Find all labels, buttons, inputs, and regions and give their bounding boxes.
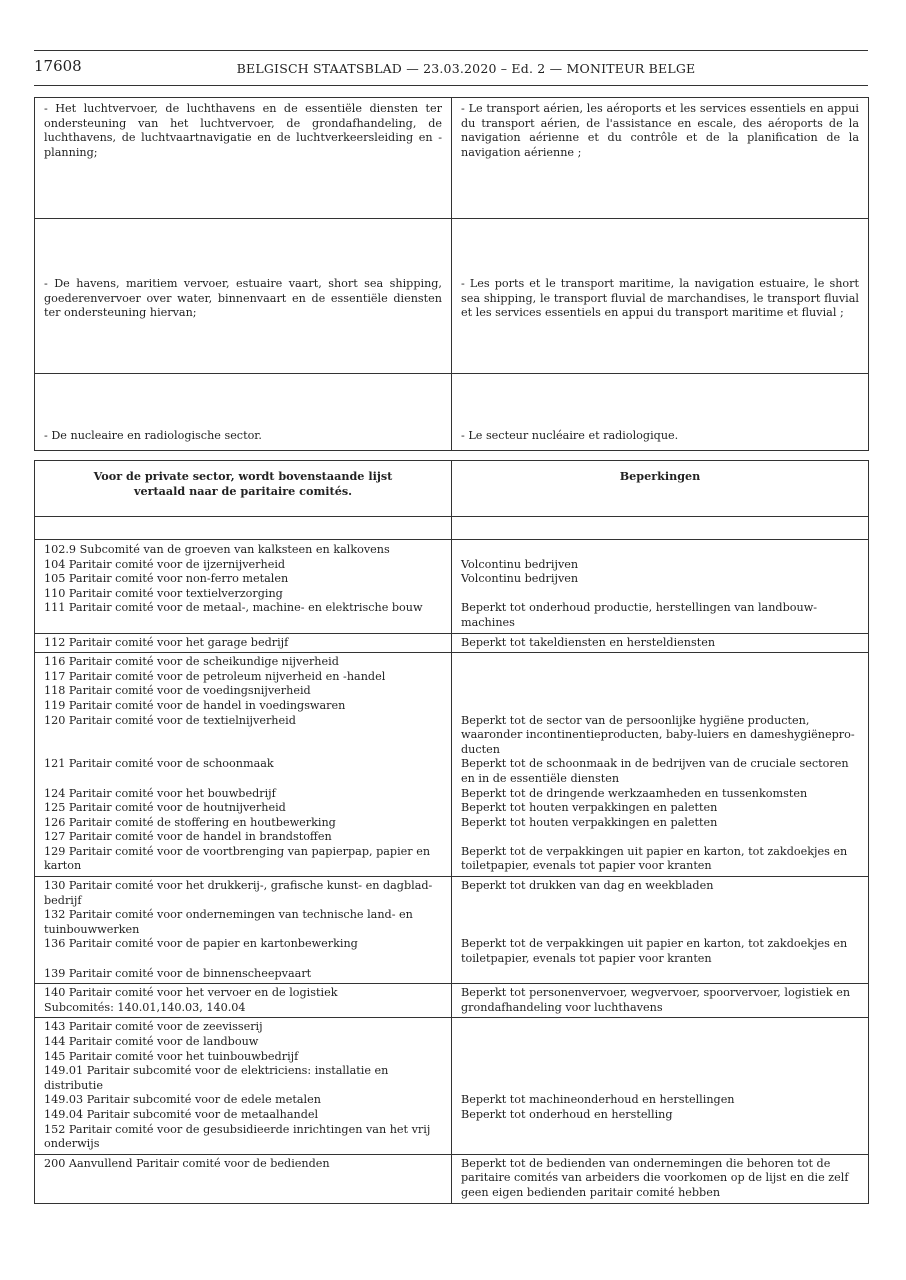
sectors-table xyxy=(34,97,869,451)
restriction-cell xyxy=(452,877,869,984)
restriction-cell-line: Volcontinu bedrijven xyxy=(461,557,579,571)
restriction-cell xyxy=(452,653,869,877)
committee-cell-line xyxy=(44,743,442,758)
sector-nl: - De nucleaire en radiologische sector. xyxy=(35,374,452,451)
committee-cell-line: 149.01 Paritair subcomité voor de elektriciens: installatie en xyxy=(44,1064,389,1078)
restriction-cell-line: Beperkt tot de schoonmaak in de bedrijven van de cruciale sectoren xyxy=(461,757,849,771)
committee-cell-line: 118 Paritair comité voor de voedingsnijverheid xyxy=(44,684,311,698)
restriction-cell-line xyxy=(461,1020,859,1035)
sector-fr: - Le transport aérien, les aéroports et les services essentiels en appui du transport aérien, de l'assistance en escale, des aéroports de la navigation aérienne et du contrôle et de la planification de la navigation aérienne ; xyxy=(452,98,869,219)
committee-cell xyxy=(35,653,452,877)
restriction-cell-line: grondafhandeling voor luchthavens xyxy=(461,1000,663,1014)
restriction-cell-line xyxy=(461,830,859,845)
committee-cell xyxy=(35,984,452,1018)
committee-cell-line: 130 Paritair comité voor het drukkerij-, grafische kunst- en dagblad- xyxy=(44,879,433,893)
restriction-cell-line xyxy=(461,1123,859,1138)
restriction-cell-line: Beperkt tot drukken van dag en weekbladen xyxy=(461,879,714,893)
restriction-cell-line: waaronder incontinentieproducten, baby-luiers en dameshygiënepro- xyxy=(461,728,855,742)
restriction-cell-line xyxy=(461,587,859,602)
committee-cell xyxy=(35,1018,452,1154)
committee-cell-line: karton xyxy=(44,859,82,873)
restriction-cell xyxy=(452,1018,869,1154)
committee-cell-line: 139 Paritair comité voor de binnenscheepvaart xyxy=(44,966,312,980)
committee-header-line: vertaald naar de paritaire comités. xyxy=(133,483,353,498)
committee-cell-line: 149.04 Paritair subcomité voor de metaalhandel xyxy=(44,1107,319,1121)
table-row xyxy=(35,1018,869,1154)
committee-cell-line: 144 Paritair comité voor de landbouw xyxy=(44,1035,259,1048)
restriction-cell-line xyxy=(461,684,859,699)
committee-cell-line: bedrijf xyxy=(44,893,82,907)
restriction-cell xyxy=(452,984,869,1018)
page-header xyxy=(34,50,868,86)
committee-cell-line: 105 Paritair comité voor non-ferro metalen xyxy=(44,572,289,586)
committee-cell-line: 120 Paritair comité voor de textielnijverheid xyxy=(44,713,296,727)
committee-cell-line: onderwijs xyxy=(44,1137,100,1151)
restriction-cell-line: paritaire comités van arbeiders die voorkomen op de lijst en die zelf xyxy=(461,1171,849,1185)
empty-row xyxy=(35,517,869,540)
restriction-cell-line: ducten xyxy=(461,742,500,756)
committee-cell xyxy=(35,633,452,653)
restriction-cell-line xyxy=(461,1137,859,1152)
committee-cell-line: 136 Paritair comité voor de papier en kartonbewerking xyxy=(44,937,358,951)
restriction-cell-line: en in de essentiële diensten xyxy=(461,771,620,785)
sector-row xyxy=(35,219,869,374)
committee-header xyxy=(35,461,452,517)
restriction-cell-line xyxy=(461,699,859,714)
committee-cell-line: 124 Paritair comité voor het bouwbedrijf xyxy=(44,786,276,800)
committee-cell-line: 129 Paritair comité voor de voortbrenging van papierpap, papier en xyxy=(44,844,431,858)
committees-table xyxy=(34,460,869,1204)
committee-cell xyxy=(35,877,452,984)
committee-header-line: Voor de private sector, wordt bovenstaande lijst xyxy=(93,469,393,483)
restriction-cell-line: Beperkt tot onderhoud productie, herstellingen van landbouw- xyxy=(461,601,818,615)
restriction-cell-line xyxy=(461,1050,859,1065)
committee-cell-line: tuinbouwwerken xyxy=(44,922,140,936)
table-row xyxy=(35,633,869,653)
restriction-cell-line: toiletpapier, evenals tot papier voor kranten xyxy=(461,952,712,966)
restrictions-header: Beperkingen xyxy=(452,461,869,517)
page-title: BELGISCH STAATSBLAD — 23.03.2020 – Ed. 2 — MONITEUR BELGE xyxy=(236,61,696,76)
restriction-cell-line xyxy=(461,923,859,938)
restriction-cell-line: toiletpapier, evenals tot papier voor kranten xyxy=(461,859,712,873)
restriction-cell-line xyxy=(461,670,859,685)
restriction-cell-line: Beperkt tot onderhoud en herstelling xyxy=(461,1107,673,1121)
committee-cell-line: 152 Paritair comité voor de gesubsidieerde inrichtingen van het vrij xyxy=(44,1122,431,1136)
committee-cell xyxy=(35,540,452,634)
restriction-cell xyxy=(452,633,869,653)
committee-cell-line xyxy=(44,616,442,631)
restriction-cell-line xyxy=(461,543,859,558)
sector-nl: - De havens, maritiem vervoer, estuaire vaart, short sea shipping, goederenvervoer over water, binnenvaart en de essentiële diensten ter ondersteuning hiervan; xyxy=(35,219,452,374)
committee-cell-line: 125 Paritair comité voor de houtnijverheid xyxy=(44,801,286,815)
restriction-cell-line: Beperkt tot houten verpakkingen en paletten xyxy=(461,815,718,829)
committee-cell-line: 143 Paritair comité voor de zeevisserij xyxy=(44,1020,263,1034)
committee-cell-line: 149.03 Paritair subcomité voor de edele metalen xyxy=(44,1093,321,1107)
sector-fr: - Les ports et le transport maritime, la navigation estuaire, le short sea shipping, le transport fluvial de marchandises, le transport fluvial et les services essentiels en appui du transport maritime et fluvial ; xyxy=(452,219,869,374)
restriction-cell-line: geen eigen bedienden paritair comité hebben xyxy=(461,1185,721,1199)
restriction-cell-line: Beperkt tot de verpakkingen uit papier en karton, tot zakdoekjes en xyxy=(461,937,848,951)
sector-row xyxy=(35,374,869,451)
committee-cell-line xyxy=(44,952,442,967)
committee-cell-line xyxy=(44,772,442,787)
restriction-cell-line xyxy=(461,967,859,982)
committee-cell-line: 200 Aanvullend Paritair comité voor de bedienden xyxy=(44,1156,330,1170)
committee-cell-line: 121 Paritair comité voor de schoonmaak xyxy=(44,757,274,771)
committee-cell xyxy=(35,1154,452,1203)
restriction-cell-line: Beperkt tot de bedienden van ondernemingen die behoren tot de xyxy=(461,1156,831,1170)
restriction-cell-line xyxy=(461,655,859,670)
restriction-cell-line: Beperkt tot de sector van de persoonlijke hygiëne producten, xyxy=(461,713,810,727)
restriction-cell-line xyxy=(461,1035,859,1050)
committee-cell-line: 104 Paritair comité voor de ijzernijverheid xyxy=(44,557,286,571)
restriction-cell-line: Volcontinu bedrijven xyxy=(461,572,579,586)
sector-fr: - Le secteur nucléaire et radiologique. xyxy=(452,374,869,451)
committee-cell-line: 116 Paritair comité voor de scheikundige nijverheid xyxy=(44,655,339,669)
restriction-cell-line xyxy=(461,894,859,909)
committee-cell-line: 102.9 Subcomité van de groeven van kalksteen en kalkovens xyxy=(44,543,390,556)
restriction-cell xyxy=(452,540,869,634)
committee-cell-line: 110 Paritair comité voor textielverzorging xyxy=(44,586,283,600)
restriction-cell-line xyxy=(461,1064,859,1079)
committee-cell-line: 140 Paritair comité voor het vervoer en de logistiek xyxy=(44,986,338,1000)
sector-nl: - Het luchtvervoer, de luchthavens en de essentiële diensten ter ondersteuning van het luchtvervoer, de grondafhandeling, de luchthavens, de luchtvaartnavigatie en de luchtverkeersleiding en -planning; xyxy=(35,98,452,219)
table-row xyxy=(35,1154,869,1203)
committee-groups xyxy=(35,540,869,1204)
restriction-cell-line: Beperkt tot takeldiensten en hersteldiensten xyxy=(461,635,716,649)
committee-cell-line: distributie xyxy=(44,1078,103,1092)
table-row xyxy=(35,653,869,877)
restriction-cell-line: Beperkt tot de verpakkingen uit papier en karton, tot zakdoekjes en xyxy=(461,844,848,858)
committee-cell-line xyxy=(44,728,442,743)
restriction-cell-line xyxy=(461,908,859,923)
table-row xyxy=(35,984,869,1018)
restriction-cell-line: machines xyxy=(461,615,515,629)
restriction-cell-line xyxy=(461,1079,859,1094)
restriction-cell-line: Beperkt tot personenvervoer, wegvervoer, spoorvervoer, logistiek en xyxy=(461,986,851,1000)
table-row xyxy=(35,540,869,634)
restriction-cell xyxy=(452,1154,869,1203)
committee-cell-line: Subcomités: 140.01,140.03, 140.04 xyxy=(44,1000,246,1014)
committee-cell-line: 117 Paritair comité voor de petroleum nijverheid en -handel xyxy=(44,669,386,683)
table-header-row xyxy=(35,461,869,517)
committee-cell-line: 112 Paritair comité voor het garage bedrijf xyxy=(44,635,289,649)
committee-cell-line: 145 Paritair comité voor het tuinbouwbedrijf xyxy=(44,1049,299,1063)
committee-cell-line: 111 Paritair comité voor de metaal-, machine- en elektrische bouw xyxy=(44,601,423,615)
restriction-cell-line: Beperkt tot de dringende werkzaamheden en tussenkomsten xyxy=(461,786,808,800)
sector-row xyxy=(35,98,869,219)
committee-cell-line: 119 Paritair comité voor de handel in voedingswaren xyxy=(44,698,346,712)
committee-cell-line: 132 Paritair comité voor ondernemingen van technische land- en xyxy=(44,908,413,922)
empty-cell xyxy=(35,517,452,540)
committee-cell-line: 126 Paritair comité de stoffering en houtbewerking xyxy=(44,815,336,829)
restriction-cell-line: Beperkt tot machineonderhoud en herstellingen xyxy=(461,1093,735,1107)
page-number: 17608 xyxy=(34,57,82,75)
restriction-cell-line: Beperkt tot houten verpakkingen en paletten xyxy=(461,801,718,815)
committee-cell-line: 127 Paritair comité voor de handel in brandstoffen xyxy=(44,830,332,844)
empty-cell xyxy=(452,517,869,540)
table-row xyxy=(35,877,869,984)
